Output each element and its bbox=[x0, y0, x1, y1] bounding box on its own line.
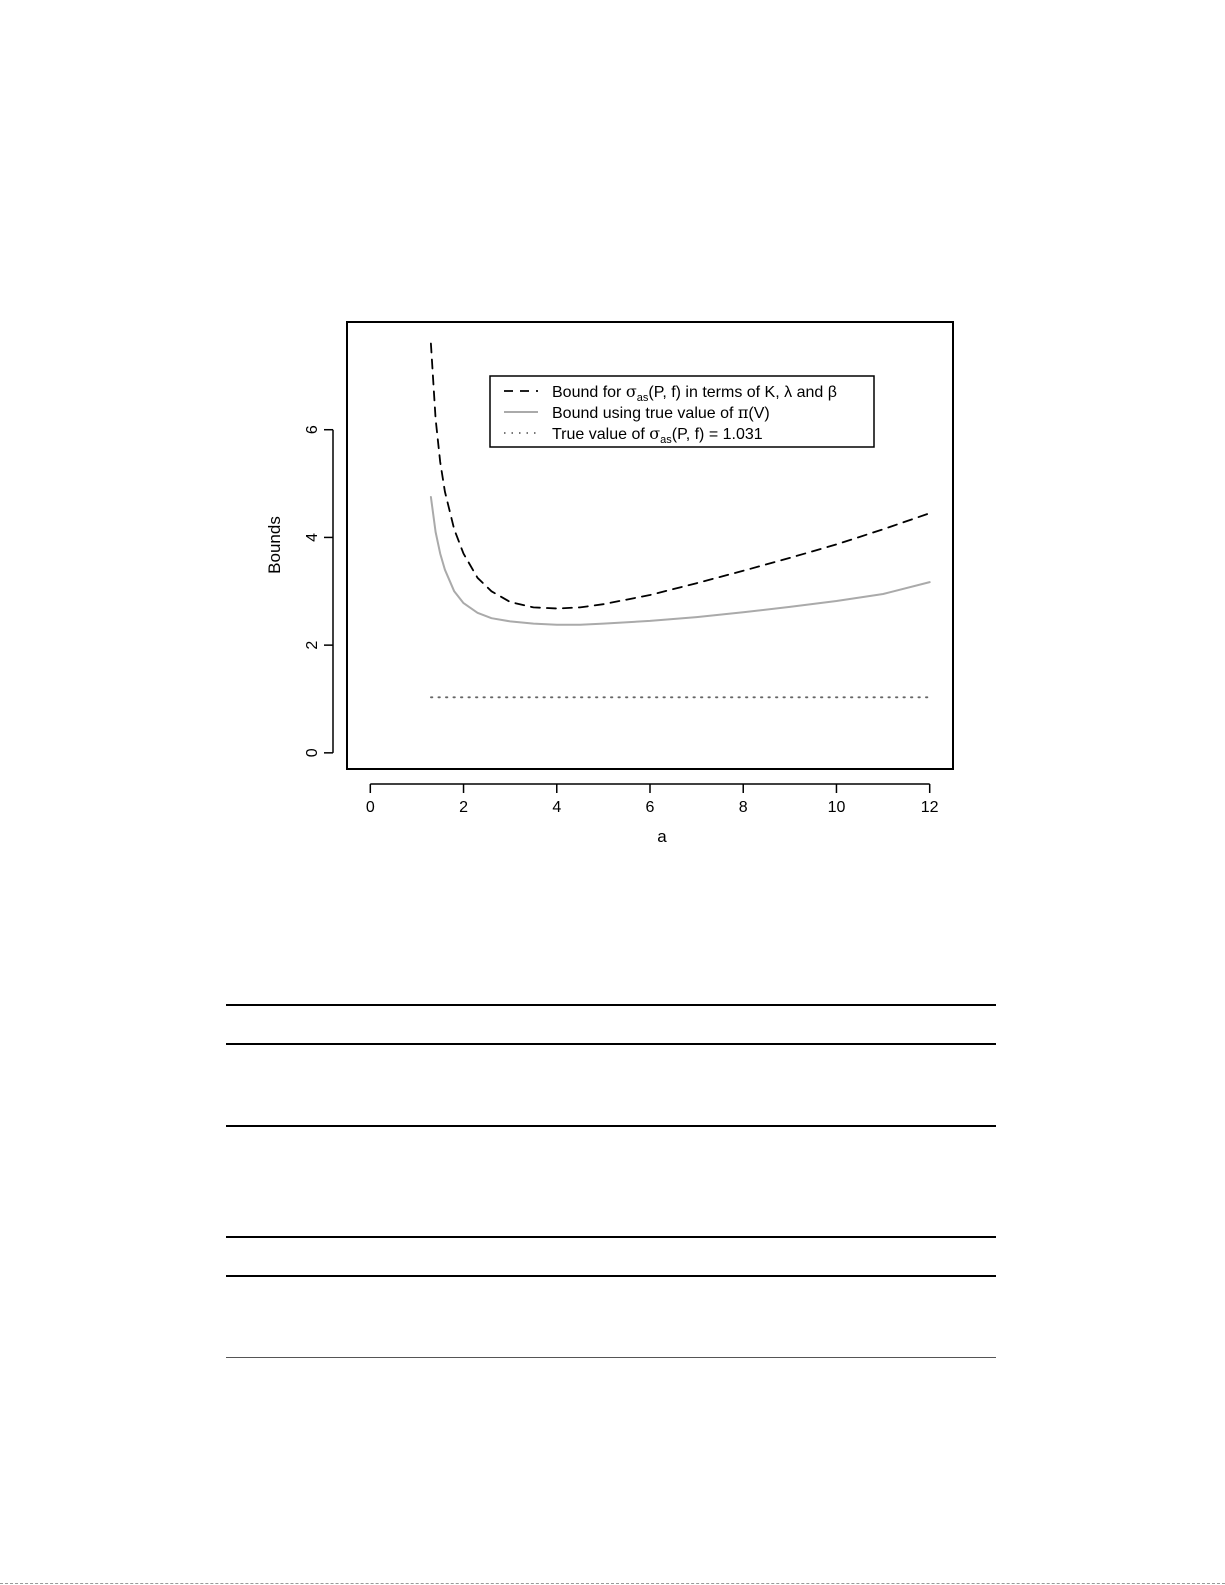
y-tick-label: 6 bbox=[304, 425, 321, 435]
table-rule-top-2 bbox=[226, 1043, 996, 1045]
table-rule-bottom bbox=[226, 1357, 996, 1358]
table-rule-mid-2 bbox=[226, 1236, 996, 1238]
legend-label-3: True value of $\sigma_{as}(P$, f) = 1.031 bbox=[552, 424, 763, 446]
legend-label-2: Bound using true value of π(V) bbox=[552, 403, 770, 422]
legend bbox=[490, 376, 874, 447]
y-tick-label: 2 bbox=[304, 640, 321, 650]
axes-group bbox=[304, 425, 939, 816]
x-tick-label: 12 bbox=[920, 799, 939, 816]
y-axis-label: Bounds bbox=[265, 516, 284, 574]
x-axis-label: a bbox=[657, 827, 667, 846]
table-rule-mid-3 bbox=[226, 1275, 996, 1277]
series-line-2 bbox=[431, 497, 930, 625]
x-tick-label: 8 bbox=[738, 799, 748, 816]
x-tick-label: 2 bbox=[459, 799, 468, 816]
y-tick-label: 0 bbox=[304, 748, 321, 758]
x-tick-label: 6 bbox=[645, 799, 655, 816]
x-tick-label: 10 bbox=[827, 799, 846, 816]
table-rule-mid-1 bbox=[226, 1125, 996, 1127]
legend-label-1: Bound for $\sigma_{as}(P$, f) in terms of K, λ and β bbox=[552, 382, 837, 404]
x-tick-label: 4 bbox=[552, 799, 562, 816]
y-tick-label: 4 bbox=[304, 532, 321, 542]
table-rule-top-1 bbox=[226, 1004, 996, 1006]
x-tick-label: 0 bbox=[365, 799, 375, 816]
